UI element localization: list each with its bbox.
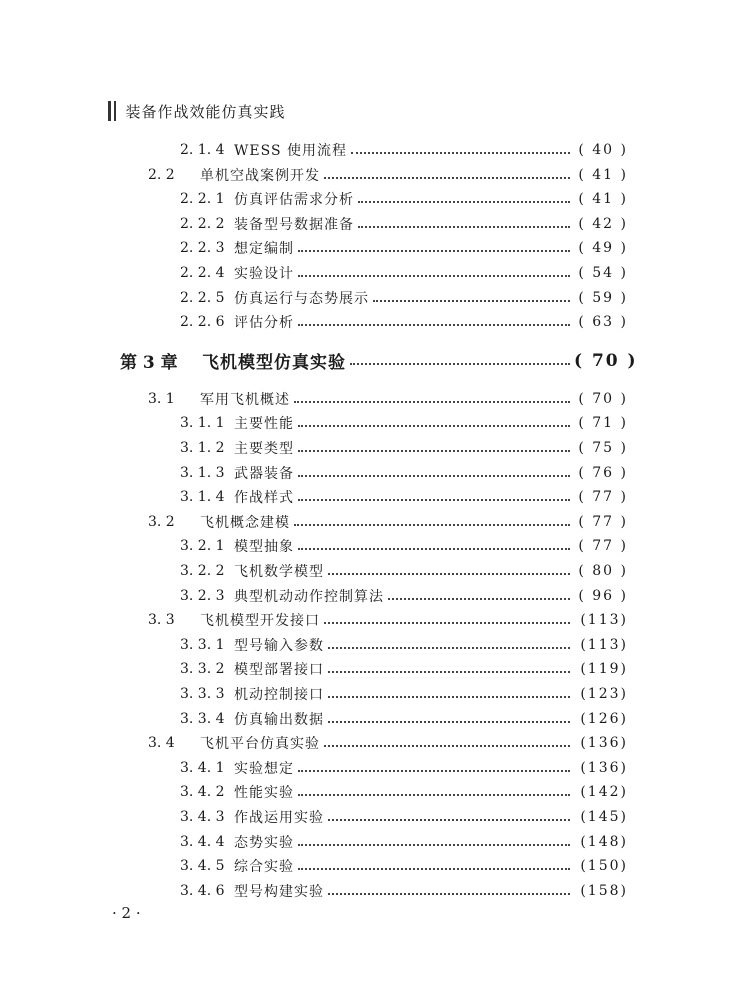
dot-leader [298,830,570,854]
toc-entry-title: 主要类型 [234,441,294,457]
dot-leader [298,534,570,558]
toc-entry-page: (142) [580,784,628,801]
toc-entry-page: ( 42 ) [578,215,628,232]
toc-entry-title: 模型抽象 [234,539,294,556]
toc-entry-page: ( 71 ) [578,415,628,432]
toc-entry-number: 3. 4. 6 [180,882,225,899]
page-number: · 2 · [112,904,141,922]
toc-entry-title: 单机空战案例开发 [200,167,320,184]
dot-leader [298,261,570,285]
toc-entry-number: 3. 3. 3 [180,686,225,702]
toc-entry-page: ( 54 ) [578,265,628,281]
toc-entry-title: 型号构建实验 [234,883,324,900]
toc-entry-page: (113) [580,636,628,653]
toc-subsection-entry[interactable] [180,707,628,731]
toc-section-entry[interactable] [148,510,628,534]
toc-subsection-entry[interactable] [180,286,628,310]
toc-entry-title: 仿真评估需求分析 [234,192,354,209]
toc-entry-number: 3. 1. 1 [180,415,225,432]
toc-entry-title: 飞机数学模型 [234,564,324,580]
toc-subsection-entry[interactable] [180,657,628,681]
toc-subsection-entry[interactable] [180,485,628,509]
toc-entry-page: ( 77 ) [578,489,628,506]
toc-entry-title: 飞机平台仿真实验 [200,736,320,753]
toc-entry-number: 3. 1. 2 [180,440,225,456]
toc-entry-page: ( 41 ) [578,166,628,183]
toc-entry-page: ( 76 ) [578,464,628,481]
toc-entry-number: 第 3 章 [120,353,178,374]
toc-entry-page: (136) [580,735,628,752]
dot-leader [298,461,570,485]
toc-entry-number: 3. 3. 4 [180,710,225,727]
toc-subsection-entry[interactable] [180,461,628,485]
toc-entry-title: 作战运用实验 [234,810,324,826]
dot-leader [328,657,570,681]
toc-entry-number: 3. 4. 3 [180,809,225,825]
dot-leader [328,559,570,583]
toc-section-entry[interactable] [148,608,628,632]
dot-leader [328,633,570,657]
dot-leader [328,879,570,903]
toc-entry-number: 3. 3. 2 [180,661,225,678]
dot-leader [294,510,570,534]
toc-entry-title: 性能实验 [234,785,294,802]
toc-subsection-entry[interactable] [180,756,628,780]
toc-entry-number: 3. 1. 3 [180,464,225,481]
dot-leader [358,212,570,236]
toc-entry-page: ( 77 ) [578,538,628,555]
toc-subsection-entry[interactable] [180,633,628,657]
dot-leader [350,349,570,373]
dot-leader [298,411,570,435]
toc-entry-title: 模型部署接口 [234,662,324,679]
dot-leader [298,756,570,780]
toc-entry-title: 型号输入参数 [234,637,324,654]
toc-entry-page: (119) [580,661,628,678]
toc-subsection-entry[interactable] [180,780,628,804]
toc-entry-title: 实验想定 [234,760,294,777]
toc-entry-page: ( 96 ) [578,587,628,604]
toc-entry-title: 主要性能 [234,416,294,433]
toc-entry-page: (136) [580,759,628,776]
toc-entry-number: 3. 2. 1 [180,538,225,555]
toc-subsection-entry[interactable] [180,310,628,334]
toc-section-entry[interactable] [148,163,628,187]
toc-entry-number: 3. 3. 1 [180,636,225,653]
toc-entry-page: (150) [580,858,628,875]
dot-leader [298,436,570,460]
toc-subsection-entry[interactable] [180,559,628,583]
toc-entry-title: 想定编制 [234,241,294,258]
toc-entry-page: ( 80 ) [578,563,628,579]
toc-subsection-entry[interactable] [180,236,628,260]
toc-subsection-entry[interactable] [180,138,628,162]
toc-entry-number: 2. 1. 4 [180,142,225,158]
book-title: 装备作战效能仿真实践 [125,102,286,121]
toc-entry-page: (126) [580,710,628,727]
toc-section-entry[interactable] [148,387,628,411]
dot-leader [373,286,570,310]
toc-entry-page: ( 59 ) [578,289,628,306]
toc-entry-number: 2. 2. 1 [180,191,225,208]
toc-entry-page: ( 40 ) [578,142,628,158]
toc-subsection-entry[interactable] [180,682,628,706]
toc-entry-page: ( 70 ) [578,390,628,407]
running-header [108,100,286,122]
toc-entry-number: 2. 2. 2 [180,215,225,232]
toc-entry-page: (158) [580,882,628,899]
toc-entry-page: (148) [580,833,628,850]
dot-leader [351,138,570,162]
toc-entry-page: (145) [580,809,628,825]
toc-entry-number: 3. 1 [148,390,175,407]
toc-entry-number: 3. 2. 2 [180,563,225,579]
dot-leader [298,854,570,878]
dot-leader [298,780,570,804]
toc-entry-number: 3. 4. 1 [180,759,225,776]
toc-entry-number: 3. 2 [148,513,175,530]
toc-entry-page: ( 75 ) [578,440,628,456]
toc-chapter-entry[interactable] [120,349,638,374]
toc-section-entry[interactable] [148,731,628,755]
dot-leader [324,731,570,755]
header-bars-ornament [108,101,116,121]
dot-leader [298,485,570,509]
dot-leader [294,387,570,411]
toc-subsection-entry[interactable] [180,187,628,211]
toc-entry-number: 2. 2. 6 [180,314,225,331]
toc-entry-title: 实验设计 [234,266,294,282]
toc-subsection-entry[interactable] [180,879,628,903]
toc-entry-number: 2. 2. 5 [180,289,225,306]
toc-entry-number: 3. 1. 4 [180,489,225,506]
toc-entry-number: 3. 4. 5 [180,858,225,875]
toc-entry-title: 综合实验 [234,859,294,876]
toc-entry-title: 飞机模型开发接口 [200,613,320,630]
toc-entry-title: 装备型号数据准备 [234,216,354,233]
toc-entry-title: 飞机模型仿真实验 [202,353,346,374]
toc-entry-number: 2. 2. 3 [180,240,225,257]
toc-subsection-entry[interactable] [180,411,628,435]
toc-entry-number: 3. 4. 4 [180,833,225,850]
toc-entry-number: 3. 3 [148,612,175,629]
toc-entry-title: 态势实验 [234,834,294,851]
toc-entry-page: ( 70 ) [574,350,638,371]
toc-subsection-entry[interactable] [180,212,628,236]
dot-leader [298,310,570,334]
dot-leader [324,163,570,187]
toc-entry-page: ( 41 ) [578,191,628,208]
toc-entry-title: 仿真运行与态势展示 [234,290,369,307]
toc-subsection-entry[interactable] [180,584,628,608]
toc-entry-title: WESS 使用流程 [234,143,347,159]
toc-entry-title: 作战样式 [234,490,294,507]
toc-subsection-entry[interactable] [180,830,628,854]
dot-leader [328,682,570,706]
toc-entry-page: (123) [580,686,628,702]
toc-entry-page: (113) [580,612,628,629]
toc-entry-number: 3. 4. 2 [180,784,225,801]
toc-entry-title: 仿真输出数据 [234,711,324,728]
toc-entry-number: 3. 2. 3 [180,587,225,604]
toc-entry-title: 机动控制接口 [234,687,324,703]
dot-leader [328,805,570,829]
toc-entry-title: 武器装备 [234,465,294,482]
dot-leader [358,187,570,211]
toc-subsection-entry[interactable] [180,805,628,829]
toc-entry-title: 军用飞机概述 [200,391,290,408]
toc-entry-title: 飞机概念建模 [200,514,290,531]
toc-subsection-entry[interactable] [180,436,628,460]
toc-entry-title: 评估分析 [234,315,294,332]
toc-entry-title: 典型机动动作控制算法 [234,588,384,605]
toc-subsection-entry[interactable] [180,854,628,878]
toc-subsection-entry[interactable] [180,261,628,285]
toc-entry-number: 2. 2 [148,166,175,183]
dot-leader [324,608,570,632]
dot-leader [298,236,570,260]
toc-entry-number: 2. 2. 4 [180,265,225,281]
dot-leader [328,707,570,731]
toc-entry-page: ( 77 ) [578,513,628,530]
toc-entry-page: ( 63 ) [578,314,628,331]
toc-entry-number: 3. 4 [148,735,175,752]
toc-entry-page: ( 49 ) [578,240,628,257]
dot-leader [388,584,570,608]
toc-subsection-entry[interactable] [180,534,628,558]
